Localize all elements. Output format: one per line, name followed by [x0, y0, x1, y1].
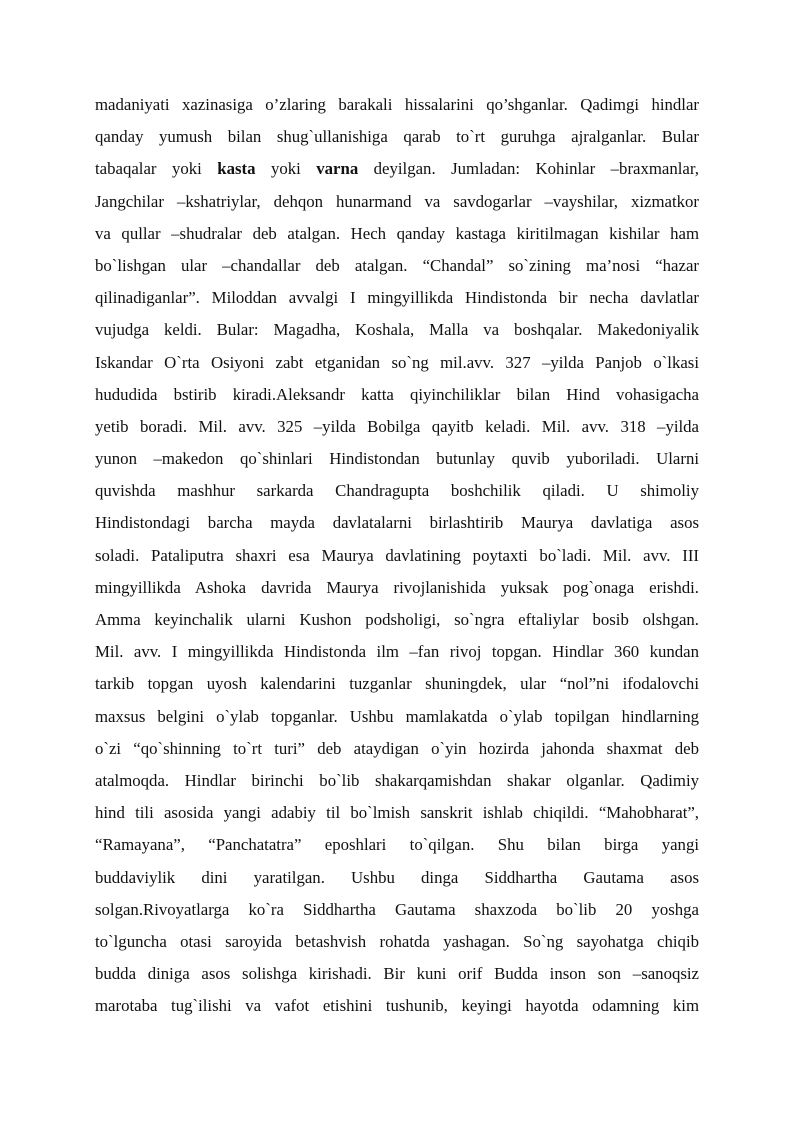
text-line: buddaviylik dini yaratilgan. Ushbu dinga Siddhartha Gautama asos	[95, 867, 699, 887]
body-text	[95, 89, 699, 1022]
text-line: soladi. Pataliputra shaxri esa Maurya davlatining poytaxti bo`ladi. Mil. avv. III	[95, 545, 699, 565]
text-line	[95, 153, 699, 185]
bold-term: kasta	[217, 159, 256, 179]
text-line: solgan.Rivoyatlarga ko`ra Siddhartha Gautama shaxzoda bo`lib 20 yoshga	[95, 899, 699, 919]
text-line: bo`lishgan ular –chandallar deb atalgan. “Chandal” so`zining ma’nosi “hazar	[95, 255, 699, 275]
text-line: Jangchilar –kshatriylar, dehqon hunarmand va savdogarlar –vayshilar, xizmatkor	[95, 191, 699, 211]
text-line: yetib boradi. Mil. avv. 325 –yilda Bobilga qayitb keladi. Mil. avv. 318 –yilda	[95, 416, 699, 436]
text-line: Amma keyinchalik ularni Kushon podsholigi, so`ngra eftaliylar bosib olshgan.	[95, 610, 699, 629]
text-span: tabaqalar yoki	[95, 159, 218, 179]
text-line: hind tili asosida yangi adabiy til bo`lmish sanskrit ishlab chiqildi. “Mahobharat”,	[95, 803, 699, 823]
text-line: maxsus belgini o`ylab topganlar. Ushbu mamlakatda o`ylab topilgan hindlarning	[95, 706, 699, 726]
text-line: “Ramayana”, “Panchatatra” eposhlari to`qilgan. Shu bilan birga yangi	[95, 835, 699, 855]
text-line: Iskandar O`rta Osiyoni zabt etganidan so`ng mil.avv. 327 –yilda Panjob o`lkasi	[95, 352, 699, 372]
text-line: qanday yumush bilan shug`ullanishiga qarab to`rt guruhga ajralganlar. Bular	[95, 127, 699, 147]
text-line: budda diniga asos solishga kirishadi. Bir kuni orif Budda inson son –sanoqsiz	[95, 964, 699, 984]
text-line: tarkib topgan uyosh kalendarini tuzganlar shuningdek, ular “nol”ni ifodalovchi	[95, 674, 699, 694]
text-line: hududida bstirib kiradi.Aleksandr katta qiyinchiliklar bilan Hind vohasigacha	[95, 384, 699, 404]
text-line: to`lguncha otasi saroyida betashvish rohatda yashagan. So`ng sayohatga chiqib	[95, 931, 699, 951]
text-line: yunon –makedon qo`shinlari Hindistondan butunlay quvib yuboriladi. Ularni	[95, 449, 699, 469]
text-span: deyilgan. Jumladan: Kohinlar –braxmanlar,	[358, 159, 699, 179]
text-line: Mil. avv. I mingyillikda Hindistonda ilm –fan rivoj topgan. Hindlar 360 kundan	[95, 642, 699, 662]
text-line: qilinadiganlar”. Miloddan avvalgi I mingyillikda Hindistonda bir necha davlatlar	[95, 288, 699, 308]
text-line: vujudga keldi. Bular: Magadha, Koshala, Malla va boshqalar. Makedoniyalik	[95, 320, 699, 340]
text-line: va qullar –shudralar deb atalgan. Hech qanday kastaga kiritilmagan kishilar ham	[95, 223, 699, 243]
text-line: madaniyati xazinasiga o’zlaring barakali hissalarini qo’shganlar. Qadimgi hindlar	[95, 95, 699, 114]
text-line: quvishda mashhur sarkarda Chandragupta boshchilik qiladi. U shimoliy	[95, 481, 699, 501]
bold-term: varna	[316, 159, 359, 179]
text-line: mingyillikda Ashoka davrida Maurya rivojlanishida yuksak pog`onaga erishdi.	[95, 577, 699, 597]
text-line: marotaba tug`ilishi va vafot etishini tushunib, keyingi hayotda odamning kim	[95, 996, 699, 1016]
text-line: o`zi “qo`shinning to`rt turi” deb ataydigan o`yin hozirda jahonda shaxmat deb	[95, 738, 699, 758]
text-line: atalmoqda. Hindlar birinchi bo`lib shakarqamishdan shakar olganlar. Qadimiy	[95, 770, 699, 790]
text-span: yoki	[255, 159, 317, 179]
text-line: Hindistondagi barcha mayda davlatalarni birlashtirib Maurya davlatiga asos	[95, 513, 699, 533]
